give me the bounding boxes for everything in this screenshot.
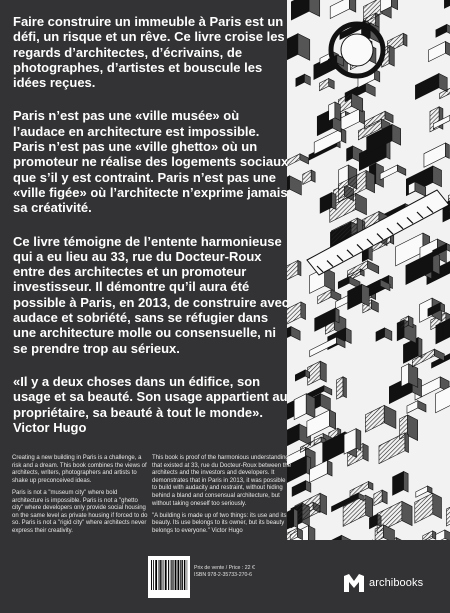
building-side [445, 530, 450, 540]
building-side [306, 394, 315, 418]
building-side [369, 481, 373, 490]
building-side [385, 328, 392, 341]
building-facade [330, 0, 349, 19]
building-facade [292, 481, 306, 497]
paris-paragraph: Paris n’est pas une «ville musée» où l’audace en architecture est impossible. Paris n’est pas une «ville ghetto» où un promoteur ne réalise des logements sociaux que s’il y est contraint. Paris n’est pas une «ville figée» où l’architecte n’exprime jamais sa créativité. [13, 108, 289, 216]
barcode [148, 556, 190, 598]
building-side [404, 471, 409, 492]
building-facade [303, 170, 311, 184]
building-facade [407, 401, 418, 414]
aerial-city-drawing [287, 0, 450, 540]
building-facade [416, 486, 428, 497]
building-side [385, 111, 393, 123]
building-side [356, 429, 361, 451]
building-side [335, 308, 339, 323]
english-text-right-column [152, 455, 292, 540]
barcode-bar [151, 560, 152, 590]
building-side [392, 124, 401, 145]
building-side [320, 361, 326, 382]
building-side [341, 129, 346, 143]
english-paragraph-3: This book is proof of the harmonious understanding that existed at 33, rue du Docteur-Roux between the architects and the investors and developers. It demonstrates that in Paris in 2013, it was possible to build with audacity and restraint, without hiding behind a bland and consensual architecture, but without taking oneself too seriously. [152, 455, 292, 507]
building-facade [329, 102, 335, 121]
building-facade [415, 73, 439, 99]
building-side [298, 34, 310, 61]
publisher-name: archibooks [369, 577, 424, 589]
building-side [366, 495, 373, 518]
barcode-bar [187, 560, 188, 590]
building-side [389, 45, 394, 66]
barcode-bar [184, 560, 185, 590]
building-side [343, 377, 346, 398]
building-facade [337, 377, 343, 399]
building-side [308, 526, 315, 540]
building-side [346, 328, 352, 344]
building-side [407, 415, 417, 441]
archibooks-m-logo-icon [344, 574, 364, 592]
building-side [403, 33, 407, 46]
building-facade [415, 493, 433, 523]
building-facade [347, 146, 353, 161]
building-side [428, 486, 432, 494]
english-text-left-column [12, 455, 150, 540]
victor-hugo-quote: «Il y a deux choses dans un édifice, son usage et sa beauté. Son usage appartient au propriétaire, sa beauté à tout le monde». Victor Hugo [13, 373, 288, 435]
building-side [402, 501, 412, 525]
building-facade [444, 0, 450, 8]
building-side [349, 0, 355, 12]
barcode-bar [172, 560, 173, 590]
barcode-bar [181, 560, 182, 590]
building-facade [446, 497, 450, 526]
building-side [320, 493, 326, 514]
building-side [366, 170, 375, 192]
barcode-bar [168, 560, 169, 590]
building-facade [428, 42, 445, 62]
building-side [362, 284, 370, 306]
english-paragraph-4: "A building is made up of two things: its use and its beauty. Its use belongs to its owner, but its beauty belongs to everyone." Victor Hugo [152, 512, 287, 534]
building-facade [424, 143, 445, 167]
building-side [327, 460, 332, 476]
building-side [418, 337, 422, 357]
english-paragraph-2: Paris is not a "museum city" where bold architecture is impossible. Paris is not a "ghetto city" where developers only provide social housing on the same level as private housing if forced to do so. Paris is not a "rigid city" where architects never express their creativity. [12, 489, 148, 534]
building-side [309, 0, 320, 16]
building-facade [374, 490, 382, 506]
building-side [384, 405, 396, 428]
publisher-logo [344, 574, 423, 592]
english-paragraph-1: Creating a new building in Paris is a challenge, a risk and a dream. This book combines the views of architects, writers, photographers and artists to shake up preconceived ideas. [12, 455, 147, 484]
building-facade [291, 0, 309, 20]
building-facade [296, 74, 305, 86]
building-side [397, 165, 405, 175]
building-side [300, 154, 309, 164]
aerial-city-illustration [287, 0, 450, 540]
price-label: Prix de vente / Price : 22 € [194, 565, 255, 571]
building-side [329, 79, 334, 89]
building-side [356, 193, 367, 214]
barcode-bar [175, 560, 177, 590]
building-side [332, 193, 336, 210]
barcode-bar [171, 560, 172, 590]
building-facade [294, 394, 306, 420]
building-side [433, 531, 436, 540]
building-facade [436, 386, 450, 412]
building-facade [423, 531, 433, 540]
barcode-bar [180, 560, 181, 590]
building-side [445, 143, 449, 159]
building-side [445, 42, 450, 56]
building-facade [348, 284, 362, 309]
barcode-bar [177, 560, 179, 590]
building-side [352, 93, 363, 112]
testimony-paragraph: Ce livre témoigne de l’entente harmonieuse qui a eu lieu au 33, rue du Docteur-Roux entre des architectes et un promoteur investisseur. Il démontre qu’il aura été possible à Paris, en 2013, de construire avec audace et sobriété, sans se réfugier dans une architecture molle ou consensuelle, ni se prendre trop au sérieux. [13, 233, 290, 356]
building-side [371, 300, 378, 312]
building-facade [436, 24, 447, 37]
barcode-bar [159, 560, 160, 590]
main-french-text [13, 14, 293, 453]
building-side [301, 302, 306, 320]
building-side [304, 74, 310, 85]
barcode-bar [165, 560, 167, 590]
building-side [405, 433, 409, 453]
building-side [324, 386, 332, 395]
building-side [366, 83, 376, 97]
barcode-bar [160, 560, 161, 590]
building-facade [375, 525, 383, 540]
building-side [321, 394, 331, 411]
intro-paragraph: Faire construire un immeuble à Paris est un défi, un risque et un rêve. Ce livre croise les regards d’architectes, d’écrivains, de photographes, d’artistes et bouscule les idées reçues. [13, 14, 285, 91]
building-side [330, 410, 336, 429]
building-facade [393, 471, 404, 495]
building-side [335, 102, 340, 121]
building-facade [365, 405, 384, 432]
price-block [194, 565, 255, 579]
building-facade [379, 433, 405, 464]
building-side [439, 73, 447, 91]
barcode-bar [155, 560, 157, 590]
building-side [408, 316, 413, 328]
building-side [298, 260, 301, 275]
building-side [418, 401, 426, 412]
building-side [382, 490, 387, 504]
building-side [294, 509, 298, 528]
barcode-bar [153, 560, 154, 590]
building-side [363, 444, 368, 462]
building-side [391, 0, 397, 10]
building-facade [338, 277, 349, 289]
barcode-bar [163, 560, 164, 590]
building-side [409, 364, 418, 388]
building-side [433, 493, 442, 518]
building-facade [319, 79, 328, 91]
building-facade [376, 328, 385, 341]
building-side [311, 170, 315, 182]
building-side [433, 166, 442, 187]
building-facade [401, 364, 408, 387]
building-facade [295, 370, 305, 381]
building-side [368, 261, 379, 274]
isbn-label: ISBN 978-2-35733-270-6 [194, 572, 252, 578]
building-facade [318, 290, 331, 304]
